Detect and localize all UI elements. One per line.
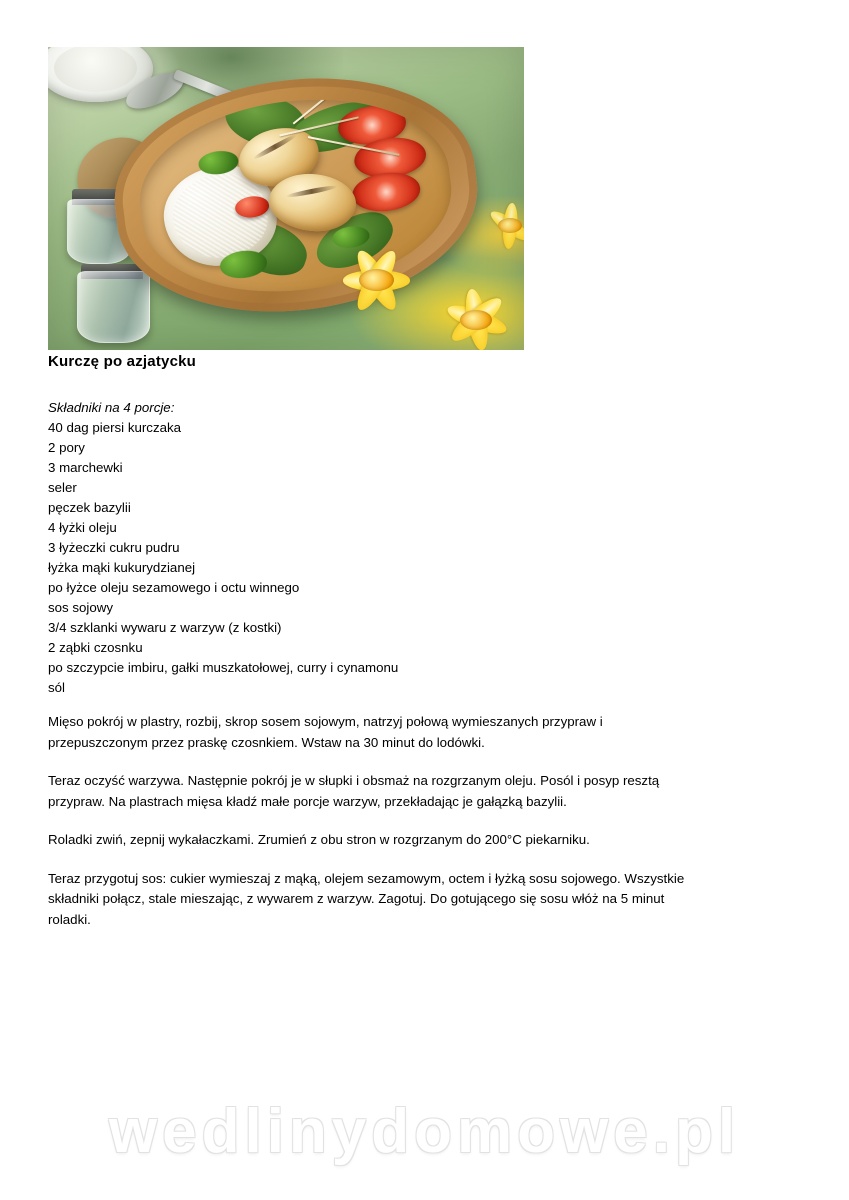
grill-mark	[251, 133, 296, 160]
ingredient-line: 3 łyżeczki cukru pudru	[48, 540, 180, 555]
step-paragraph: Teraz przygotuj sos: cukier wymieszaj z mąką, olejem sezamowym, octem i łyżką sosu sojowego. Wszystkie składniki połącz, stale mieszając, z wywarem z warzyw. Zagotuj. Do gotującego się sosu włóż na 5 minut roladki.	[48, 870, 685, 927]
glass-shaker-two	[77, 271, 150, 343]
step-paragraph: Teraz oczyść warzywa. Następnie pokrój je w słupki i obsmaż na rozgrzanym oleju. Posól i posyp resztą przypraw. Na plastrach mięsa kładź małe porcje warzyw, przekładając je gałązką bazylii.	[48, 773, 660, 809]
page-title: Kurczę po azjatycku	[48, 353, 197, 370]
ingredient-line: 4 łyżki oleju	[48, 520, 117, 535]
ingredient-line: 40 dag piersi kurczaka	[48, 420, 182, 435]
grill-mark	[285, 184, 337, 198]
ingredient-line: seler	[48, 480, 77, 495]
ingredient-line: 3/4 szklanki wywaru z warzyw (z kostki)	[48, 620, 282, 635]
step-paragraph: Roladki zwiń, zepnij wykałaczkami. Zrumień z obu stron w rozgrzanym do 200°C piekarniku.	[48, 832, 590, 847]
preparation-steps	[48, 712, 694, 948]
ingredient-line: 2 pory	[48, 440, 85, 455]
ingredients-block	[48, 398, 608, 698]
ingredient-line: po łyżce oleju sezamowego i octu winnego	[48, 580, 300, 595]
daffodil-flower	[419, 283, 524, 350]
ingredients-heading: Składniki na 4 porcje:	[48, 400, 175, 415]
ingredient-line: 3 marchewki	[48, 460, 123, 475]
photo-background	[48, 47, 524, 350]
ingredient-line: po szczypcie imbiru, gałki muszkatołowej, curry i cynamonu	[48, 660, 399, 675]
watermark: wedlinydomowe.pl	[108, 1097, 741, 1166]
step-paragraph: Mięso pokrój w plastry, rozbij, skrop sosem sojowym, natrzyj połową wymieszanych przypraw i przepuszczonym przez praskę czosnkiem. Wstaw na 30 minut do lodówki.	[48, 714, 603, 750]
ingredient-line: sos sojowy	[48, 600, 114, 615]
daffodil-bud	[467, 199, 524, 254]
ingredient-line: pęczek bazylii	[48, 500, 131, 515]
recipe-photo	[48, 47, 524, 350]
ingredient-line: sól	[48, 680, 65, 695]
tomato-slice	[350, 169, 423, 215]
ingredient-line: łyżka mąki kukurydzianej	[48, 560, 196, 575]
ingredient-line: 2 ząbki czosnku	[48, 640, 143, 655]
